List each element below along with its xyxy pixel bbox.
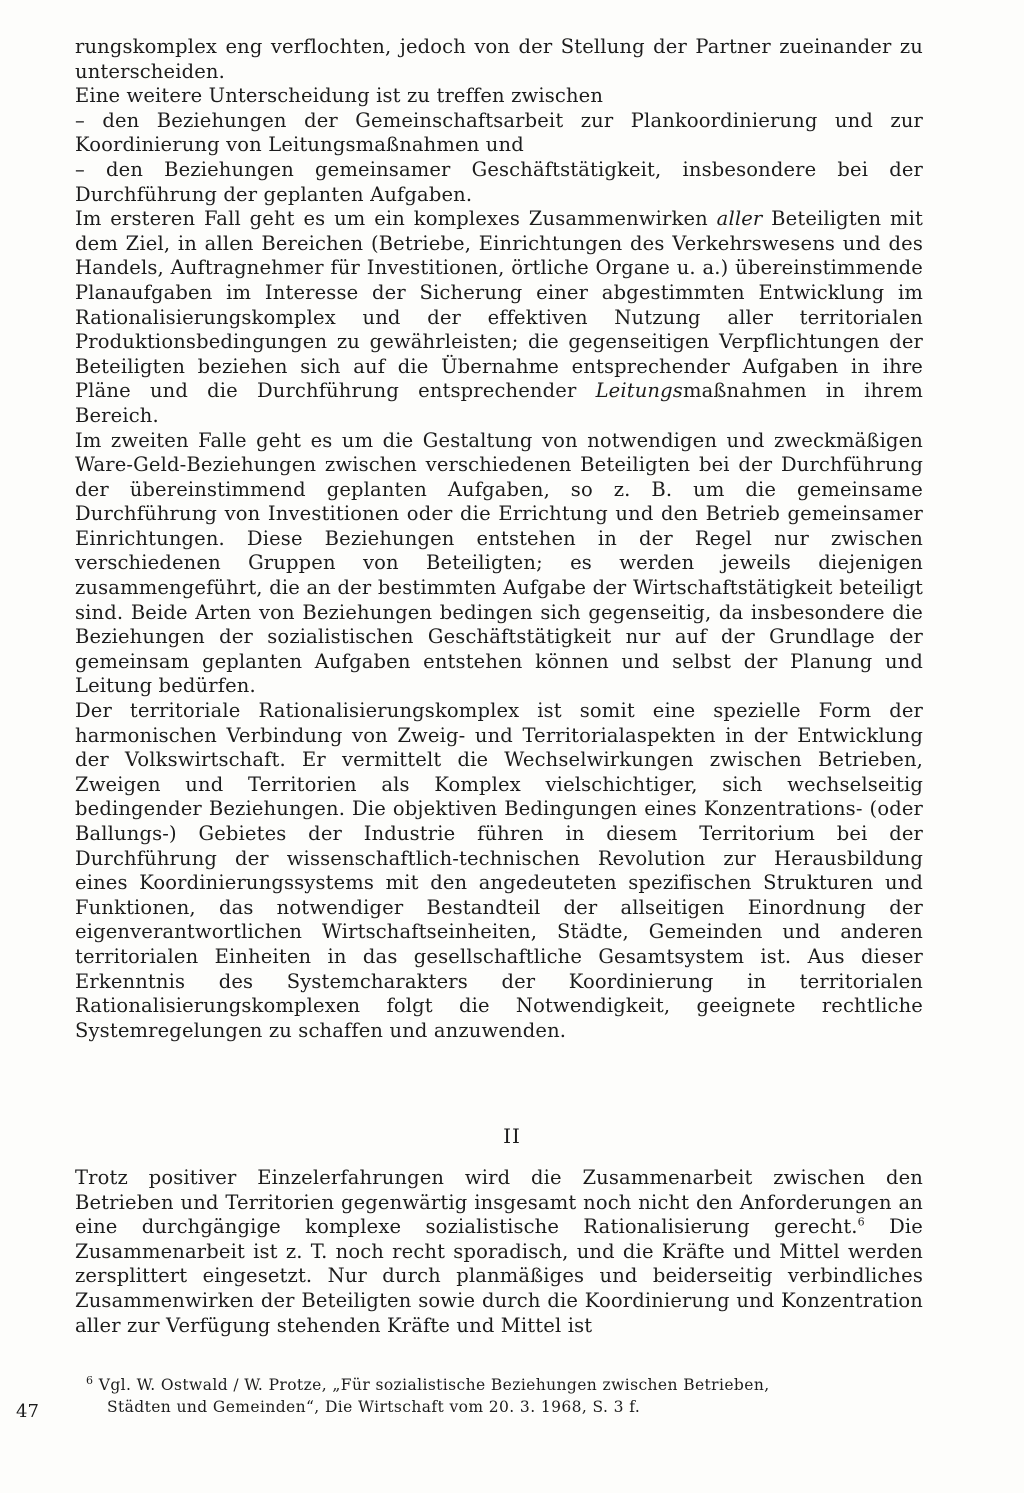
- paragraph-distinction-intro: Eine weitere Unterscheidung ist zu treffen zwischen: [75, 84, 604, 108]
- text-run: Im ersteren Fall geht es um ein komplexes Zusammenwirken: [75, 207, 717, 231]
- paragraph-zweiter-fall: Im zweiten Falle geht es um die Gestaltung von notwendigen und zweckmäßigen Ware-Geld-Beziehungen zwischen verschiedenen Beteiligten bei der Durchführung der übereinstimmend geplanten Aufgaben, so z. B. um die gemeinsame Durchführung von Investitionen oder die Errichtung und den Betrieb gemeinsamer Einrichtungen. Diese Beziehungen entstehen in der Regel nur zwischen verschiedenen Gruppen von Beteiligten; es werden jeweils diejenigen zusammengeführt, die an der bestimmten Aufgabe der Wirtschaftstätigkeit beteiligt sind. Beide Arten von Beziehungen bedingen sich gegenseitig, da insbesondere die Beziehungen der sozialistischen Geschäftstätigkeit nur auf der Grundlage der gemeinsam geplanten Aufgaben entstehen können und selbst der Planung und Leitung bedürfen.: [75, 428, 923, 698]
- text-run: Beteiligten mit dem Ziel, in allen Bereichen (Betriebe, Einrichtungen des Verkehrswesens und des Handels, Auftragnehmer für Investitionen, örtliche Organe u. a.) übereinstimmende Planaufgaben im Interesse der Sicherung einer abgestimmten Entwicklung im Rationalisierungskomplex und der effektiven Nutzung aller territorialen Produktionsbedingungen zu gewährleisten; die gegenseitigen Verpflichtungen der Beteiligten beziehen sich auf die Übernahme entsprechender Aufgaben in ihre Pläne und die Durchführung entsprechender: [75, 207, 924, 403]
- footnote-reference: 6: [857, 1215, 865, 1229]
- emphasis-leitungs: Leitungs: [595, 379, 683, 403]
- text-run: Trotz positiver Einzelerfahrungen wird die Zusammenarbeit zwischen den Betrieben und Territorien gegenwärtig insgesamt noch nicht den Anforderungen an eine durchgängige komplexe sozialistische Rationalisierung gerecht.: [75, 1166, 923, 1239]
- footnote-line-2: Städten und Gemeinden“, Die Wirtschaft vom 20. 3. 1968, S. 3 f.: [107, 1398, 641, 1416]
- paragraph-ersterer-fall: [75, 207, 923, 428]
- page-number: 47: [16, 1401, 39, 1422]
- emphasis-aller: aller: [716, 207, 763, 231]
- paragraph-zusammenarbeit: [75, 1166, 923, 1338]
- footnote: [86, 1374, 924, 1418]
- footnote-line-1: [86, 1374, 924, 1396]
- footnote-marker: 6: [86, 1373, 94, 1387]
- section-heading: II: [503, 1124, 521, 1148]
- list-item-gemeinschaftsarbeit: – den Beziehungen der Gemeinschaftsarbeit zur Plankoordinierung und zur Koordinierung von Leitungsmaßnahmen und: [75, 108, 923, 157]
- text-run: maßnahmen in ihrem Bereich.: [75, 379, 923, 427]
- list-item-geschaeftstaetigkeit: – den Beziehungen gemeinsamer Geschäftstätigkeit, insbesondere bei der Durchführung der geplanten Aufgaben.: [75, 157, 923, 206]
- paragraph-continuation: rungskomplex eng verflochten, jedoch von der Stellung der Partner zueinander zu unterscheiden.: [75, 35, 923, 83]
- paragraph-rationalisierungskomplex: Der territoriale Rationalisierungskomplex ist somit eine spezielle Form der harmonischen Verbindung von Zweig- und Territorialaspekten in der Entwicklung der Volkswirtschaft. Er vermittelt die Wechselwirkungen zwischen Betrieben, Zweigen und Territorien als Komplex vielschichtiger, sich wechselseitig bedingender Beziehungen. Die objektiven Bedingungen eines Konzentrations- (oder Ballungs-) Gebietes der Industrie führen in diesem Territorium bei der Durchführung der wissenschaftlich-technischen Revolution zur Herausbildung eines Koordinierungssystems mit den angedeuteten spezifischen Strukturen und Funktionen, das notwendiger Bestandteil der allseitigen Einordnung der eigenverantwortlichen Wirtschaftseinheiten, Städte, Gemeinden und anderen territorialen Einheiten in das gesellschaftliche Gesamtsystem ist. Aus dieser Erkenntnis des Systemcharakters der Koordinierung in territorialen Rationalisierungskomplexen folgt die Notwendigkeit, geeignete rechtliche Systemregelungen zu schaffen und anzuwenden.: [75, 699, 923, 1042]
- body-section-bottom: [75, 1166, 923, 1338]
- text-run: Die Zusammenarbeit ist z. T. noch recht sporadisch, und die Kräfte und Mittel werden zersplittert eingesetzt. Nur durch planmäßiges und beiderseitig verbindliches Zusammenwirken der Beteiligten sowie durch die Koordinierung und Konzentration aller zur Verfügung stehenden Kräfte und Mittel ist: [75, 1215, 923, 1337]
- footnote-text: Vgl. W. Ostwald / W. Protze, „Für sozialistische Beziehungen zwischen Betrieben,: [93, 1376, 770, 1394]
- body-section-top: [75, 35, 923, 1043]
